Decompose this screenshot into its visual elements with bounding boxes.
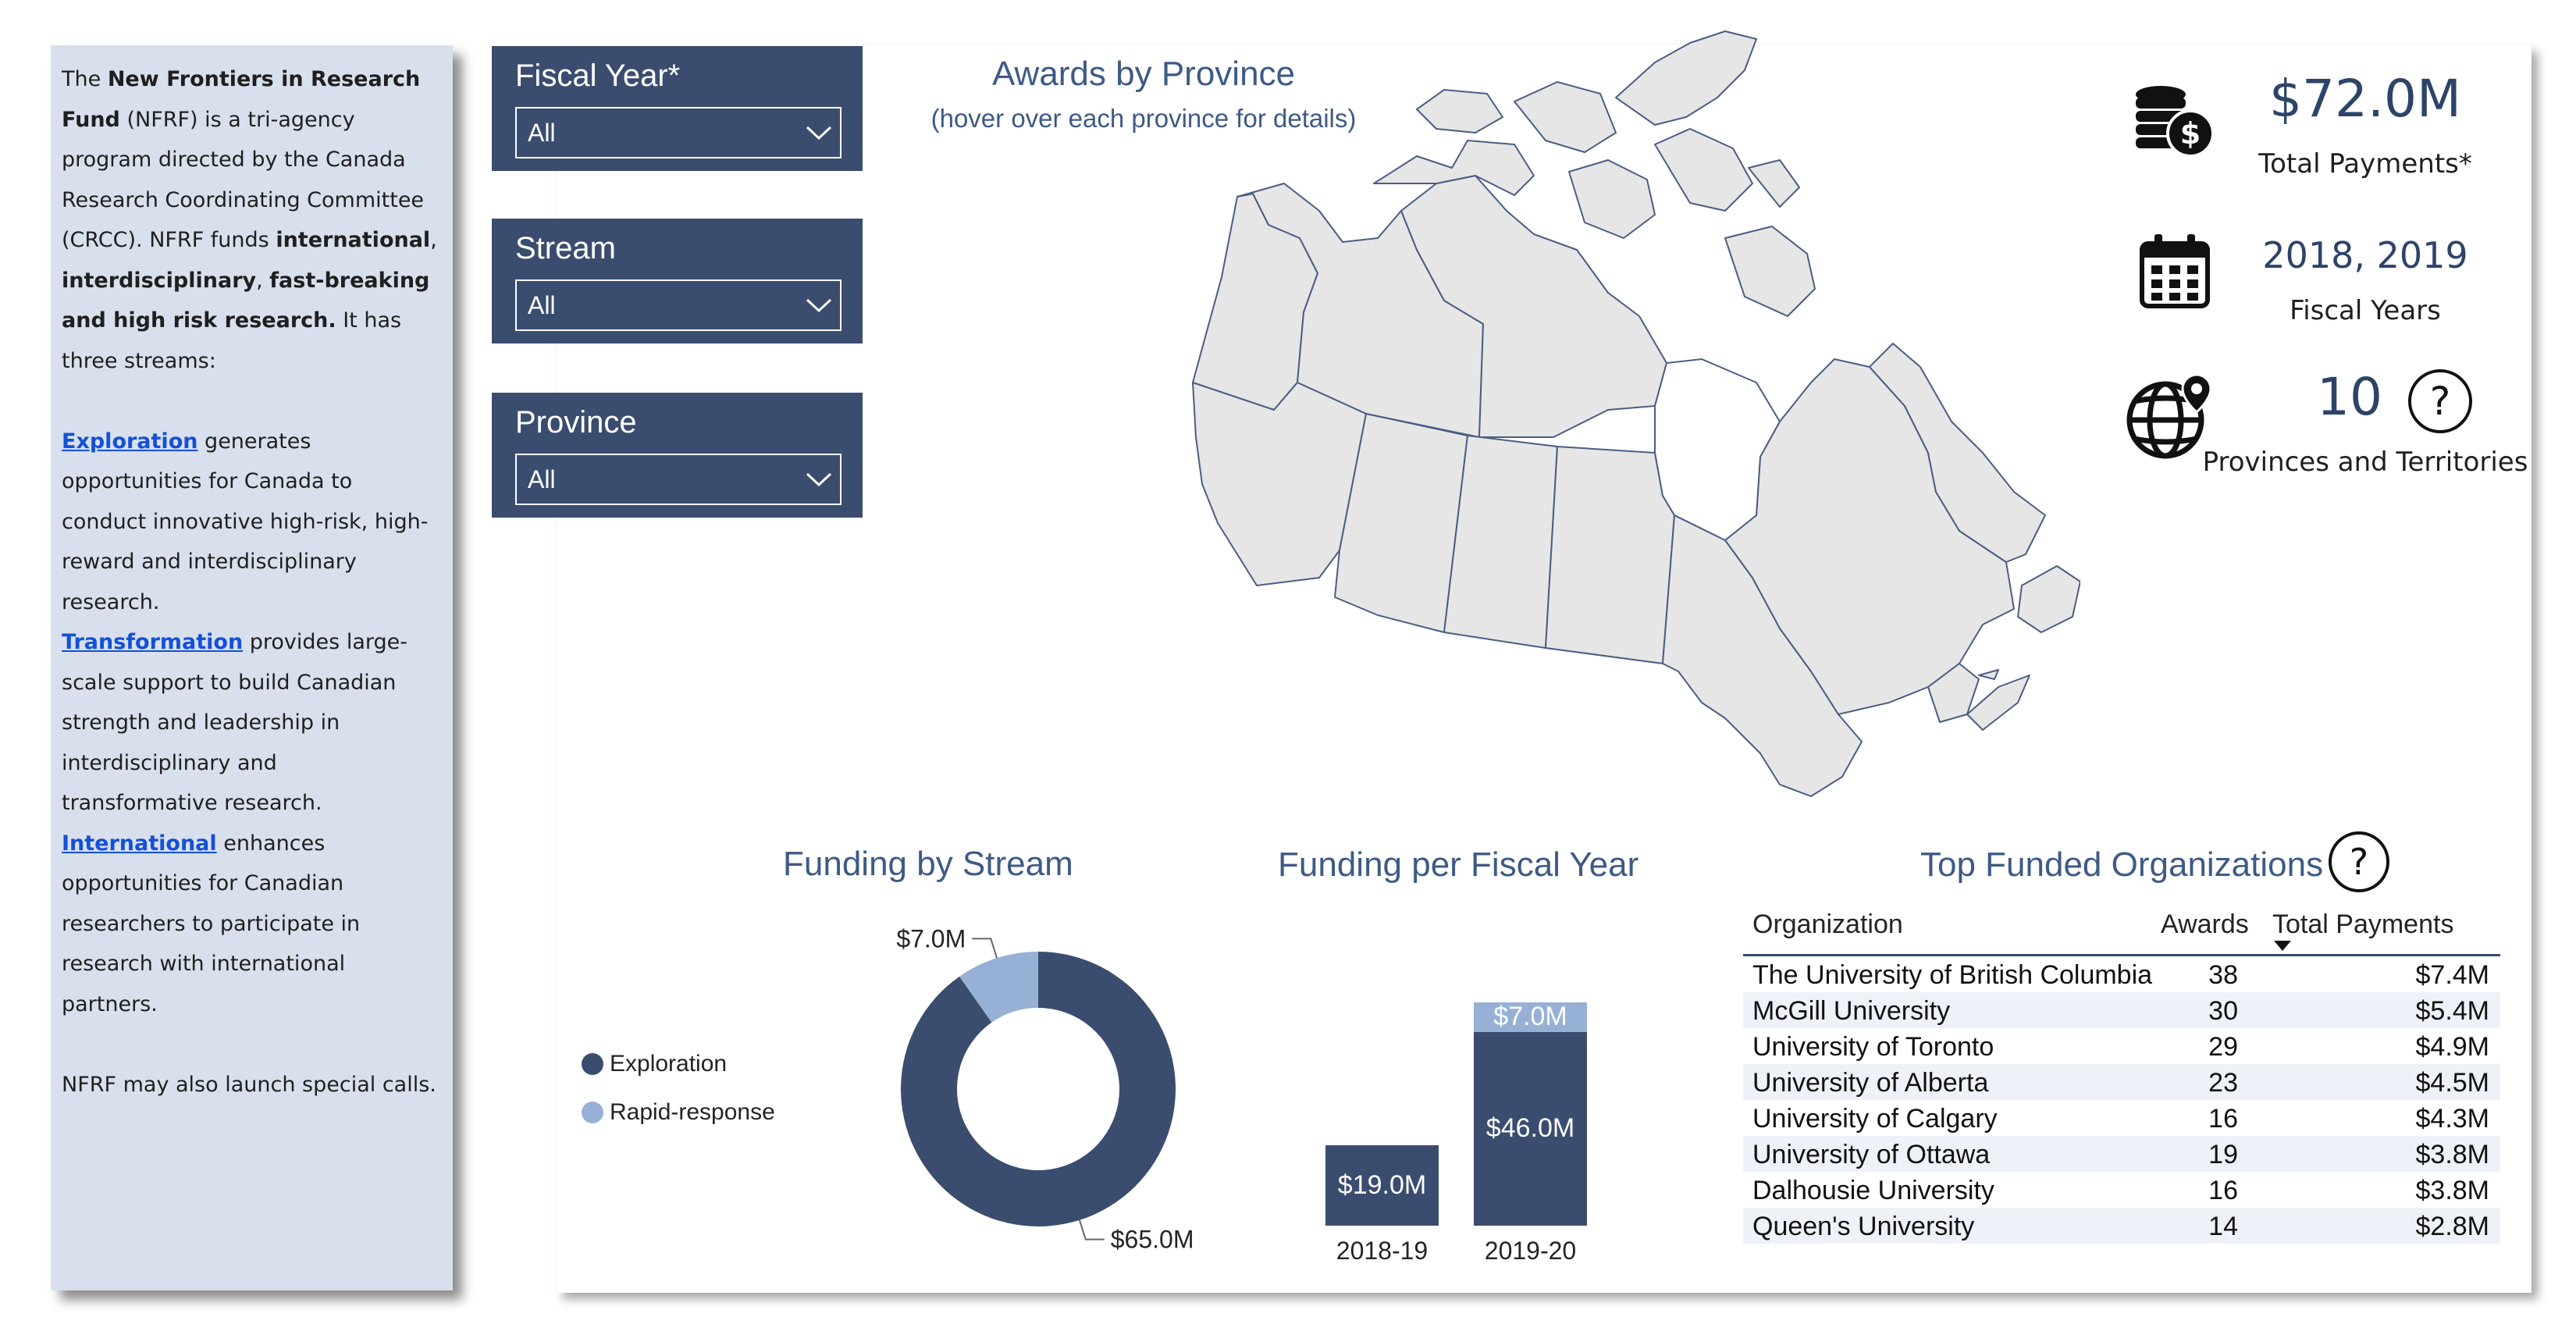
organization-cell: University of Alberta (1752, 1068, 1989, 1098)
table-row[interactable] (1743, 956, 2500, 992)
organization-cell: University of Ottawa (1752, 1140, 1991, 1169)
x-tick-label: 2019-20 (1484, 1237, 1577, 1265)
awards-cell: 16 (2208, 1176, 2238, 1205)
coins-dollar-icon (2129, 82, 2215, 160)
intro-fund-name: New Frontiers in Research Fund (62, 67, 421, 132)
slicer-title: Fiscal Year* (515, 59, 681, 93)
bar-data-label: $7.0M (1493, 1002, 1567, 1032)
arctic-islands (1725, 226, 1815, 316)
map-subtitle: (hover over each province for details) (930, 104, 1357, 133)
legend-dot (582, 1053, 603, 1075)
arctic-islands (1616, 31, 1756, 125)
exploration-link[interactable]: Exploration (62, 429, 198, 454)
intro-text: It has three streams: (62, 308, 402, 373)
awards-cell: 14 (2208, 1212, 2238, 1241)
provinces-label: Provinces and Territories (2202, 447, 2528, 478)
province-pei[interactable] (1979, 670, 1998, 679)
transformation-link[interactable]: Transformation (62, 630, 244, 654)
column-header-awards[interactable]: Awards (2161, 909, 2249, 939)
awards-cell: 19 (2208, 1140, 2238, 1169)
funding-per-year-title: Funding per Fiscal Year (1278, 845, 1639, 884)
newfoundland-island (2018, 566, 2080, 632)
awards-cell: 23 (2208, 1068, 2238, 1098)
slicer-selected-value: All (528, 290, 556, 319)
sort-descending-icon (2274, 941, 2291, 951)
funding-by-stream-title: Funding by Stream (783, 845, 1073, 883)
total-payments-value: $72.0M (2269, 69, 2461, 129)
intro-keyword: interdisciplinary (62, 268, 257, 293)
provinces-value: 10 (2317, 367, 2382, 427)
province-dropdown[interactable] (515, 454, 841, 505)
payments-cell: $3.8M (2415, 1176, 2489, 1205)
fiscal-year-dropdown[interactable] (515, 107, 841, 158)
bar-data-label: $46.0M (1485, 1113, 1575, 1144)
payments-cell: $5.4M (2415, 996, 2489, 1026)
table-row[interactable] (1743, 1136, 2500, 1172)
arctic-islands (1569, 160, 1655, 238)
nfrf-info-panel (51, 45, 453, 1290)
bar-segment[interactable] (1474, 1032, 1587, 1226)
legend-item-rapid-response[interactable] (582, 1099, 775, 1126)
question-circle-icon[interactable]: ? (2408, 369, 2472, 433)
bar-segment[interactable] (1474, 1002, 1587, 1032)
intro-keyword: fast-breaking and high risk research. (62, 268, 430, 333)
payments-cell: $4.9M (2415, 1032, 2489, 1062)
organization-cell: Queen's University (1752, 1212, 1975, 1241)
province-manitoba[interactable] (1546, 447, 1674, 664)
stream-slicer (492, 219, 863, 343)
international-paragraph (62, 824, 437, 1025)
slicer-selected-value: All (528, 465, 556, 493)
payments-cell: $4.3M (2415, 1104, 2489, 1134)
exploration-text: generates opportunities for Canada to conduct innovative high-risk, high-reward and interdisciplinary research. (62, 429, 429, 614)
intro-paragraph (62, 59, 437, 381)
arctic-islands (1417, 90, 1503, 133)
donut-leader-line (972, 938, 997, 958)
province-slicer (492, 393, 863, 518)
column-header-total-payments[interactable]: Total Payments (2272, 909, 2454, 939)
svg-text:$: $ (2179, 116, 2201, 151)
legend-label: Rapid-response (610, 1099, 775, 1125)
donut-leader-line (1080, 1220, 1105, 1240)
special-calls-text: NFRF may also launch special calls. (62, 1072, 436, 1097)
organization-cell: University of Calgary (1752, 1104, 1998, 1134)
table-row[interactable] (1743, 992, 2500, 1028)
transformation-text: provides large-scale support to build Canadian strength and leadership in interdisciplinary and transformative research. (62, 630, 407, 815)
x-tick-label: 2018-19 (1336, 1237, 1429, 1265)
international-text: enhances opportunities for Canadian researchers to participate in research with international partners. (62, 831, 361, 1016)
payments-cell: $4.5M (2415, 1068, 2489, 1098)
legend-item-exploration[interactable] (582, 1051, 727, 1077)
slicer-title: Stream (515, 231, 616, 265)
chevron-down-icon (806, 471, 832, 488)
chevron-down-icon (806, 124, 832, 141)
arctic-islands (1514, 82, 1616, 152)
arctic-islands (1749, 160, 1799, 207)
organization-cell: McGill University (1752, 996, 1951, 1026)
funding-per-year-bar-chart (1296, 906, 1655, 1265)
table-row[interactable] (1743, 1028, 2500, 1064)
intro-text: (NFRF) is a tri-agency program directed by the Canada Research Coordinating Committee (CRCC). NFRF funds (62, 107, 425, 252)
chevron-down-icon (806, 297, 832, 314)
legend-label: Exploration (610, 1051, 728, 1077)
table-row[interactable] (1743, 1100, 2500, 1136)
international-link[interactable]: International (62, 831, 217, 856)
awards-cell: 38 (2208, 960, 2238, 990)
intro-text: The (62, 67, 108, 91)
awards-cell: 16 (2208, 1104, 2238, 1134)
calendar-icon (2139, 233, 2211, 309)
payments-cell: $3.8M (2415, 1140, 2489, 1169)
fiscal-year-slicer (492, 46, 863, 171)
funding-by-stream-donut (859, 913, 1265, 1257)
top-orgs-table (1743, 902, 2500, 1244)
intro-keyword: international (276, 228, 431, 252)
intro-text: , (256, 268, 270, 293)
slicer-title: Province (515, 405, 637, 440)
payments-cell: $7.4M (2415, 960, 2489, 990)
table-header (1743, 902, 2500, 956)
payments-cell: $2.8M (2415, 1212, 2489, 1241)
slicer-selected-value: All (528, 118, 556, 147)
legend-dot (582, 1102, 603, 1123)
intro-text: , (430, 228, 437, 252)
donut-data-label: $65.0M (1110, 1225, 1194, 1254)
awards-cell: 30 (2208, 996, 2238, 1026)
transformation-paragraph (62, 622, 437, 824)
bar-segment[interactable] (1325, 1145, 1439, 1226)
stream-dropdown[interactable] (515, 279, 841, 331)
table-row[interactable] (1743, 1064, 2500, 1100)
column-header-organization[interactable]: Organization (1752, 909, 1903, 939)
organization-cell: The University of British Columbia (1752, 960, 2153, 990)
fiscal-years-label: Fiscal Years (2290, 295, 2441, 326)
question-circle-icon[interactable]: ? (2329, 831, 2389, 892)
organization-cell: Dalhousie University (1752, 1176, 1994, 1205)
bar-data-label: $19.0M (1337, 1170, 1427, 1201)
table-row[interactable] (1743, 1172, 2500, 1208)
organization-cell: University of Toronto (1752, 1032, 1994, 1062)
arctic-islands (1655, 129, 1752, 211)
donut-slice-exploration[interactable] (901, 952, 1176, 1226)
fiscal-years-value: 2018, 2019 (2262, 234, 2468, 276)
table-row[interactable] (1743, 1208, 2500, 1244)
table-body (1743, 956, 2500, 1244)
exploration-paragraph (62, 422, 437, 623)
awards-cell: 29 (2208, 1032, 2238, 1062)
top-orgs-title: Top Funded Organizations (1920, 845, 2324, 884)
canada-province-map (1108, 16, 2080, 828)
map-title: Awards by Province (991, 55, 1296, 93)
total-payments-label: Total Payments* (2258, 148, 2472, 180)
donut-data-label: $7.0M (896, 924, 966, 953)
